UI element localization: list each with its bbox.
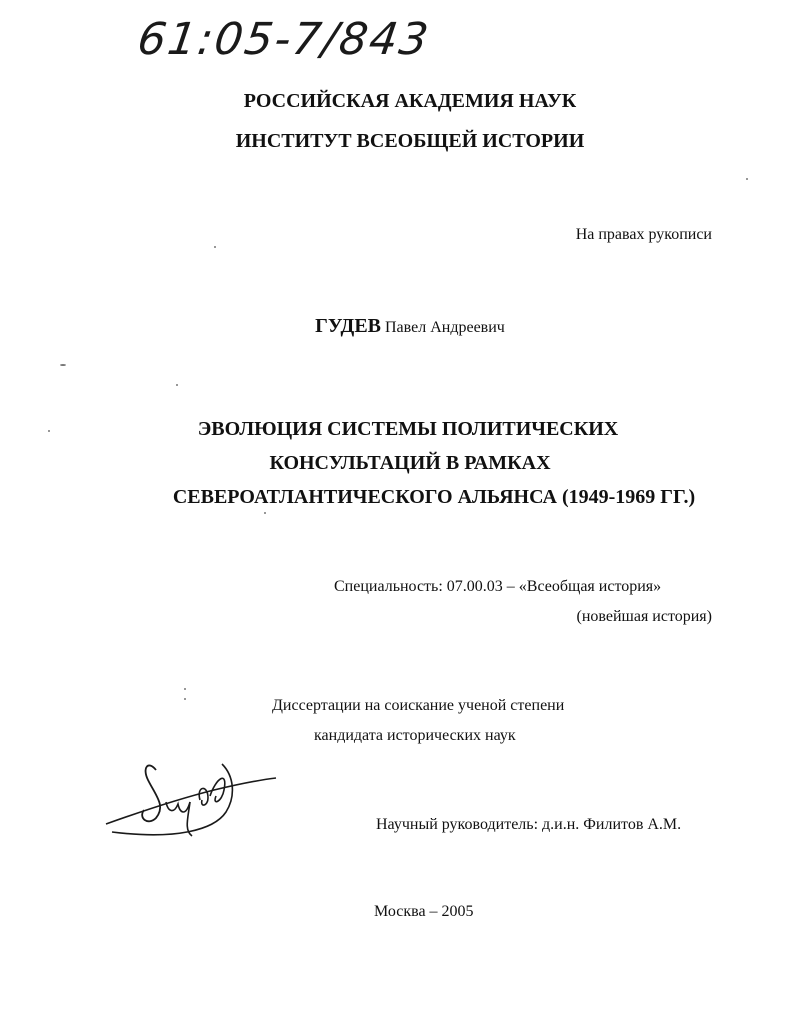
specialty-subline: (новейшая история): [576, 608, 712, 625]
specialty-line: Специальность: 07.00.03 – «Всеобщая история»: [334, 578, 662, 595]
archive-number-handwritten: 61:05-7/843: [134, 14, 434, 65]
scan-speck: [176, 384, 178, 386]
signature-scribble: [104, 756, 279, 846]
dissertation-line-1: Диссертации на соискание ученой степени: [272, 697, 565, 714]
scan-speck: [746, 178, 748, 180]
scan-speck: [264, 512, 266, 514]
author-line: [12, 315, 796, 338]
title-line-1: ЭВОЛЮЦИЯ СИСТЕМЫ ПОЛИТИЧЕСКИХ: [197, 418, 619, 440]
author-surname: ГУДЕВ: [315, 315, 381, 337]
institute-heading: ИНСТИТУТ ВСЕОБЩЕЙ ИСТОРИИ: [235, 130, 585, 152]
scan-speck: [60, 364, 66, 366]
rights-note: На правах рукописи: [575, 226, 712, 243]
title-line-2: КОНСУЛЬТАЦИЙ В РАМКАХ: [269, 452, 551, 474]
dissertation-line-2: кандидата исторических наук: [314, 727, 516, 744]
academy-heading: РОССИЙСКАЯ АКАДЕМИЯ НАУК: [243, 90, 577, 112]
place-and-year: Москва – 2005: [374, 903, 474, 920]
author-given-names: Павел Андреевич: [385, 319, 505, 336]
scan-speck: [214, 246, 216, 248]
scan-speck: [184, 688, 186, 690]
title-line-3: СЕВЕРОАТЛАНТИЧЕСКОГО АЛЬЯНСА (1949-1969 ГГ.): [172, 486, 696, 508]
scientific-advisor: Научный руководитель: д.и.н. Филитов А.М.: [376, 816, 682, 833]
scan-speck: [184, 698, 186, 700]
scan-speck: [48, 430, 50, 432]
